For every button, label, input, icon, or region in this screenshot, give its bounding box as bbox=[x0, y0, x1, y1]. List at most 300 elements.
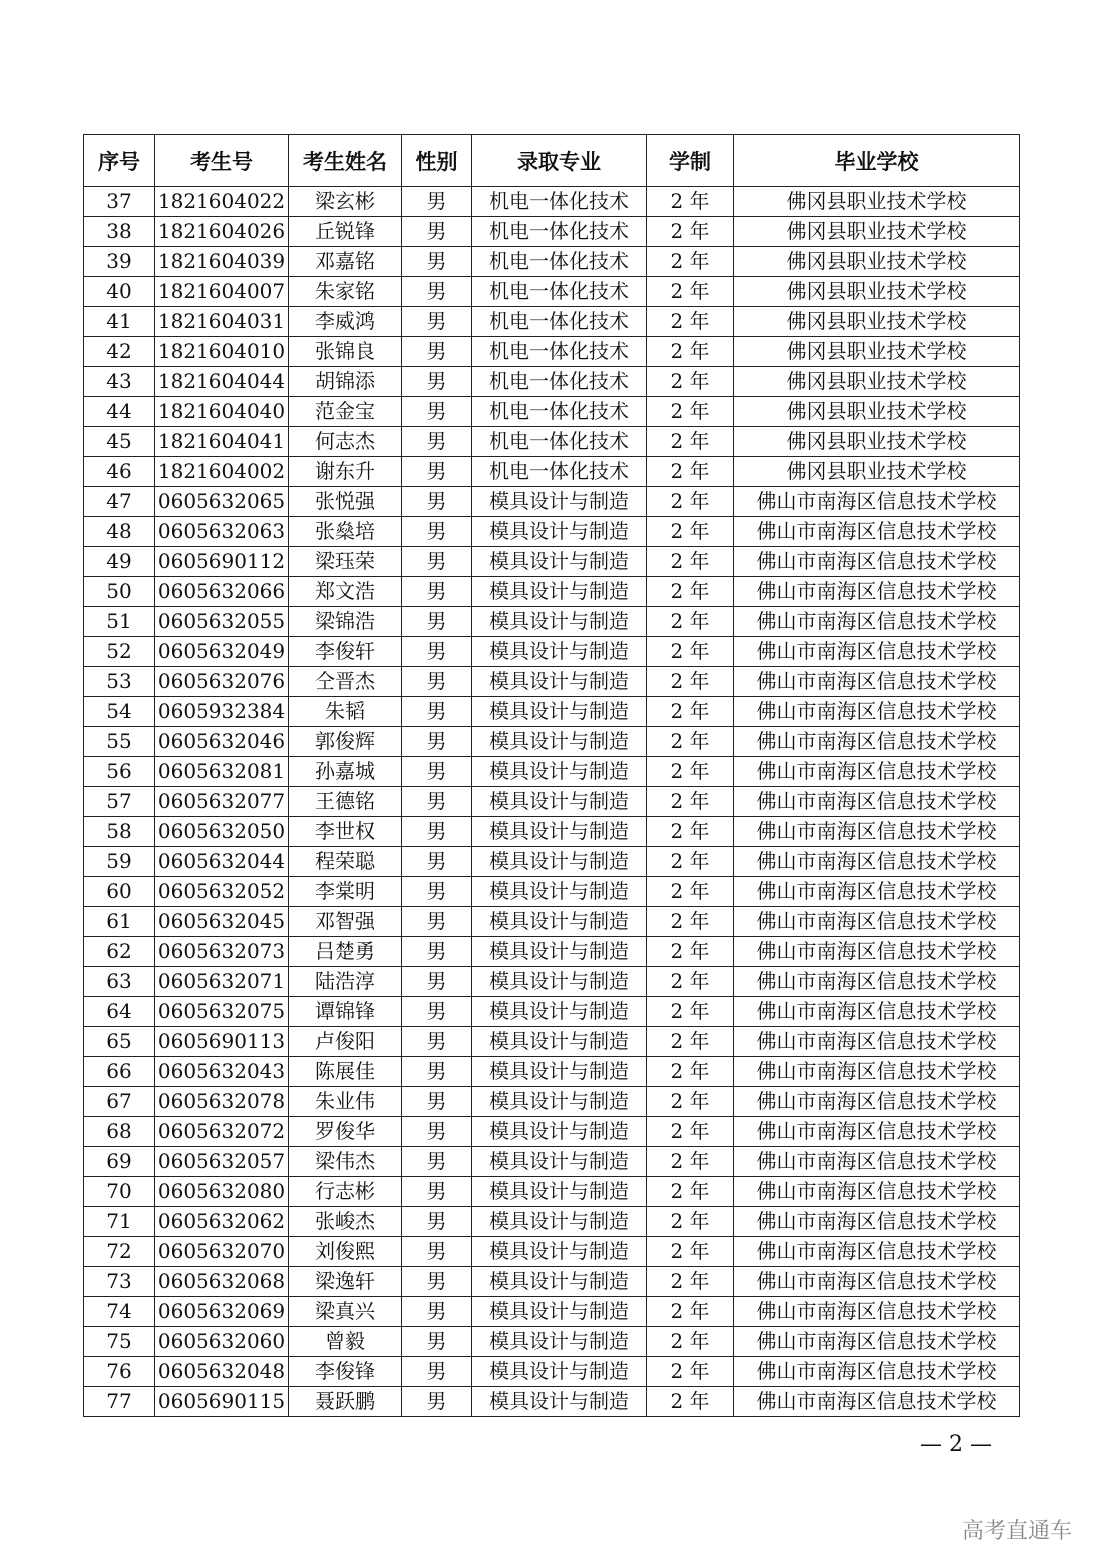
cell-school: 佛山市南海区信息技术学校 bbox=[734, 727, 1020, 757]
cell-gender: 男 bbox=[402, 427, 472, 457]
cell-major: 模具设计与制造 bbox=[472, 817, 647, 847]
cell-gender: 男 bbox=[402, 277, 472, 307]
cell-duration: 2 年 bbox=[647, 247, 734, 277]
cell-gender: 男 bbox=[402, 787, 472, 817]
cell-candidate-name: 张锦良 bbox=[289, 337, 402, 367]
table-row bbox=[84, 1267, 1020, 1297]
cell-gender: 男 bbox=[402, 937, 472, 967]
cell-index: 73 bbox=[84, 1267, 155, 1297]
cell-index: 61 bbox=[84, 907, 155, 937]
cell-gender: 男 bbox=[402, 247, 472, 277]
table-row bbox=[84, 397, 1020, 427]
cell-school: 佛山市南海区信息技术学校 bbox=[734, 1237, 1020, 1267]
cell-candidate-name: 朱韬 bbox=[289, 697, 402, 727]
cell-major: 模具设计与制造 bbox=[472, 1387, 647, 1417]
cell-candidate-id: 1821604010 bbox=[155, 337, 289, 367]
cell-gender: 男 bbox=[402, 457, 472, 487]
cell-school: 佛山市南海区信息技术学校 bbox=[734, 487, 1020, 517]
header-index: 序号 bbox=[84, 135, 155, 187]
cell-index: 42 bbox=[84, 337, 155, 367]
table-row bbox=[84, 487, 1020, 517]
table-row bbox=[84, 1177, 1020, 1207]
cell-candidate-id: 0605632050 bbox=[155, 817, 289, 847]
cell-index: 40 bbox=[84, 277, 155, 307]
cell-gender: 男 bbox=[402, 1267, 472, 1297]
table-row bbox=[84, 787, 1020, 817]
cell-gender: 男 bbox=[402, 397, 472, 427]
table-row bbox=[84, 1027, 1020, 1057]
cell-duration: 2 年 bbox=[647, 1327, 734, 1357]
cell-candidate-name: 邓智强 bbox=[289, 907, 402, 937]
cell-index: 57 bbox=[84, 787, 155, 817]
cell-school: 佛山市南海区信息技术学校 bbox=[734, 1027, 1020, 1057]
cell-candidate-name: 张峻杰 bbox=[289, 1207, 402, 1237]
cell-school: 佛山市南海区信息技术学校 bbox=[734, 1057, 1020, 1087]
cell-major: 模具设计与制造 bbox=[472, 757, 647, 787]
cell-school: 佛山市南海区信息技术学校 bbox=[734, 1297, 1020, 1327]
table-row bbox=[84, 547, 1020, 577]
table-row bbox=[84, 637, 1020, 667]
cell-candidate-name: 李俊轩 bbox=[289, 637, 402, 667]
cell-candidate-name: 李威鸿 bbox=[289, 307, 402, 337]
cell-index: 39 bbox=[84, 247, 155, 277]
cell-candidate-name: 行志彬 bbox=[289, 1177, 402, 1207]
cell-candidate-id: 0605632060 bbox=[155, 1327, 289, 1357]
cell-duration: 2 年 bbox=[647, 1117, 734, 1147]
cell-index: 41 bbox=[84, 307, 155, 337]
cell-duration: 2 年 bbox=[647, 847, 734, 877]
cell-major: 模具设计与制造 bbox=[472, 667, 647, 697]
cell-school: 佛冈县职业技术学校 bbox=[734, 367, 1020, 397]
cell-gender: 男 bbox=[402, 1147, 472, 1177]
cell-school: 佛山市南海区信息技术学校 bbox=[734, 1357, 1020, 1387]
cell-duration: 2 年 bbox=[647, 697, 734, 727]
cell-school: 佛山市南海区信息技术学校 bbox=[734, 787, 1020, 817]
cell-gender: 男 bbox=[402, 1357, 472, 1387]
table-row bbox=[84, 247, 1020, 277]
cell-duration: 2 年 bbox=[647, 337, 734, 367]
cell-candidate-name: 卢俊阳 bbox=[289, 1027, 402, 1057]
cell-gender: 男 bbox=[402, 1207, 472, 1237]
cell-duration: 2 年 bbox=[647, 997, 734, 1027]
cell-school: 佛山市南海区信息技术学校 bbox=[734, 847, 1020, 877]
table-row bbox=[84, 457, 1020, 487]
cell-candidate-id: 0605632055 bbox=[155, 607, 289, 637]
cell-school: 佛山市南海区信息技术学校 bbox=[734, 907, 1020, 937]
cell-duration: 2 年 bbox=[647, 577, 734, 607]
cell-major: 模具设计与制造 bbox=[472, 637, 647, 667]
cell-school: 佛山市南海区信息技术学校 bbox=[734, 637, 1020, 667]
cell-school: 佛冈县职业技术学校 bbox=[734, 427, 1020, 457]
cell-index: 74 bbox=[84, 1297, 155, 1327]
cell-school: 佛冈县职业技术学校 bbox=[734, 217, 1020, 247]
cell-major: 模具设计与制造 bbox=[472, 907, 647, 937]
table-row bbox=[84, 1117, 1020, 1147]
cell-duration: 2 年 bbox=[647, 607, 734, 637]
cell-candidate-id: 0605632049 bbox=[155, 637, 289, 667]
cell-candidate-id: 0605632045 bbox=[155, 907, 289, 937]
cell-candidate-id: 0605632077 bbox=[155, 787, 289, 817]
cell-duration: 2 年 bbox=[647, 427, 734, 457]
cell-duration: 2 年 bbox=[647, 307, 734, 337]
cell-index: 37 bbox=[84, 187, 155, 217]
cell-major: 模具设计与制造 bbox=[472, 997, 647, 1027]
cell-gender: 男 bbox=[402, 607, 472, 637]
table-row bbox=[84, 427, 1020, 457]
cell-index: 67 bbox=[84, 1087, 155, 1117]
table-row bbox=[84, 367, 1020, 397]
cell-major: 模具设计与制造 bbox=[472, 697, 647, 727]
cell-duration: 2 年 bbox=[647, 217, 734, 247]
cell-major: 模具设计与制造 bbox=[472, 607, 647, 637]
cell-gender: 男 bbox=[402, 1117, 472, 1147]
cell-duration: 2 年 bbox=[647, 637, 734, 667]
cell-major: 机电一体化技术 bbox=[472, 247, 647, 277]
table-row bbox=[84, 1057, 1020, 1087]
cell-duration: 2 年 bbox=[647, 1357, 734, 1387]
cell-school: 佛冈县职业技术学校 bbox=[734, 307, 1020, 337]
cell-gender: 男 bbox=[402, 817, 472, 847]
cell-index: 70 bbox=[84, 1177, 155, 1207]
cell-duration: 2 年 bbox=[647, 727, 734, 757]
cell-major: 机电一体化技术 bbox=[472, 367, 647, 397]
cell-school: 佛山市南海区信息技术学校 bbox=[734, 1117, 1020, 1147]
cell-index: 58 bbox=[84, 817, 155, 847]
cell-major: 机电一体化技术 bbox=[472, 397, 647, 427]
table-row bbox=[84, 337, 1020, 367]
cell-gender: 男 bbox=[402, 1027, 472, 1057]
cell-candidate-id: 0605632065 bbox=[155, 487, 289, 517]
cell-candidate-id: 1821604002 bbox=[155, 457, 289, 487]
cell-gender: 男 bbox=[402, 487, 472, 517]
cell-candidate-name: 陈展佳 bbox=[289, 1057, 402, 1087]
cell-duration: 2 年 bbox=[647, 667, 734, 697]
cell-index: 50 bbox=[84, 577, 155, 607]
cell-major: 模具设计与制造 bbox=[472, 1297, 647, 1327]
cell-duration: 2 年 bbox=[647, 187, 734, 217]
cell-candidate-id: 0605690113 bbox=[155, 1027, 289, 1057]
cell-candidate-id: 0605632066 bbox=[155, 577, 289, 607]
cell-major: 模具设计与制造 bbox=[472, 1357, 647, 1387]
cell-major: 模具设计与制造 bbox=[472, 1237, 647, 1267]
cell-gender: 男 bbox=[402, 1237, 472, 1267]
cell-gender: 男 bbox=[402, 877, 472, 907]
cell-candidate-name: 吕楚勇 bbox=[289, 937, 402, 967]
table-row bbox=[84, 1207, 1020, 1237]
table-row bbox=[84, 217, 1020, 247]
header-gender: 性别 bbox=[402, 135, 472, 187]
cell-school: 佛冈县职业技术学校 bbox=[734, 277, 1020, 307]
cell-school: 佛冈县职业技术学校 bbox=[734, 457, 1020, 487]
cell-duration: 2 年 bbox=[647, 757, 734, 787]
cell-school: 佛山市南海区信息技术学校 bbox=[734, 1327, 1020, 1357]
cell-school: 佛山市南海区信息技术学校 bbox=[734, 547, 1020, 577]
cell-candidate-name: 丘锐锋 bbox=[289, 217, 402, 247]
cell-candidate-id: 0605632062 bbox=[155, 1207, 289, 1237]
cell-candidate-name: 梁逸轩 bbox=[289, 1267, 402, 1297]
cell-major: 机电一体化技术 bbox=[472, 187, 647, 217]
admission-table bbox=[83, 134, 1020, 1417]
cell-school: 佛山市南海区信息技术学校 bbox=[734, 1387, 1020, 1417]
cell-major: 模具设计与制造 bbox=[472, 937, 647, 967]
cell-candidate-name: 孙嘉城 bbox=[289, 757, 402, 787]
cell-index: 43 bbox=[84, 367, 155, 397]
cell-duration: 2 年 bbox=[647, 1087, 734, 1117]
cell-major: 机电一体化技术 bbox=[472, 217, 647, 247]
cell-candidate-name: 李世权 bbox=[289, 817, 402, 847]
cell-candidate-name: 张悦强 bbox=[289, 487, 402, 517]
cell-index: 77 bbox=[84, 1387, 155, 1417]
cell-candidate-name: 梁伟杰 bbox=[289, 1147, 402, 1177]
cell-candidate-id: 0605690115 bbox=[155, 1387, 289, 1417]
cell-index: 54 bbox=[84, 697, 155, 727]
cell-school: 佛山市南海区信息技术学校 bbox=[734, 667, 1020, 697]
cell-gender: 男 bbox=[402, 1327, 472, 1357]
cell-candidate-id: 0605632044 bbox=[155, 847, 289, 877]
cell-major: 模具设计与制造 bbox=[472, 1117, 647, 1147]
cell-candidate-id: 0605632046 bbox=[155, 727, 289, 757]
table-row bbox=[84, 607, 1020, 637]
cell-index: 53 bbox=[84, 667, 155, 697]
cell-candidate-id: 0605632081 bbox=[155, 757, 289, 787]
cell-candidate-name: 范金宝 bbox=[289, 397, 402, 427]
cell-school: 佛山市南海区信息技术学校 bbox=[734, 1087, 1020, 1117]
cell-school: 佛山市南海区信息技术学校 bbox=[734, 967, 1020, 997]
cell-duration: 2 年 bbox=[647, 517, 734, 547]
cell-candidate-id: 0605632075 bbox=[155, 997, 289, 1027]
cell-candidate-name: 邓嘉铭 bbox=[289, 247, 402, 277]
cell-school: 佛冈县职业技术学校 bbox=[734, 187, 1020, 217]
cell-candidate-id: 0605632043 bbox=[155, 1057, 289, 1087]
cell-index: 76 bbox=[84, 1357, 155, 1387]
cell-candidate-name: 刘俊熙 bbox=[289, 1237, 402, 1267]
cell-school: 佛山市南海区信息技术学校 bbox=[734, 697, 1020, 727]
cell-school: 佛山市南海区信息技术学校 bbox=[734, 937, 1020, 967]
cell-gender: 男 bbox=[402, 757, 472, 787]
cell-duration: 2 年 bbox=[647, 907, 734, 937]
cell-gender: 男 bbox=[402, 517, 472, 547]
cell-duration: 2 年 bbox=[647, 877, 734, 907]
cell-candidate-id: 1821604041 bbox=[155, 427, 289, 457]
cell-candidate-name: 胡锦添 bbox=[289, 367, 402, 397]
cell-major: 模具设计与制造 bbox=[472, 1177, 647, 1207]
cell-gender: 男 bbox=[402, 337, 472, 367]
cell-school: 佛山市南海区信息技术学校 bbox=[734, 817, 1020, 847]
table-row bbox=[84, 817, 1020, 847]
cell-gender: 男 bbox=[402, 1387, 472, 1417]
cell-gender: 男 bbox=[402, 727, 472, 757]
cell-duration: 2 年 bbox=[647, 937, 734, 967]
cell-school: 佛山市南海区信息技术学校 bbox=[734, 997, 1020, 1027]
cell-major: 模具设计与制造 bbox=[472, 1267, 647, 1297]
cell-major: 模具设计与制造 bbox=[472, 1057, 647, 1087]
cell-major: 模具设计与制造 bbox=[472, 1327, 647, 1357]
cell-school: 佛冈县职业技术学校 bbox=[734, 247, 1020, 277]
cell-school: 佛山市南海区信息技术学校 bbox=[734, 577, 1020, 607]
header-duration: 学制 bbox=[647, 135, 734, 187]
cell-candidate-name: 罗俊华 bbox=[289, 1117, 402, 1147]
watermark: 高考直通车 bbox=[961, 1519, 1072, 1544]
table-row bbox=[84, 697, 1020, 727]
cell-major: 模具设计与制造 bbox=[472, 487, 647, 517]
header-candidate-name: 考生姓名 bbox=[289, 135, 402, 187]
cell-candidate-name: 朱业伟 bbox=[289, 1087, 402, 1117]
cell-candidate-id: 0605632080 bbox=[155, 1177, 289, 1207]
cell-duration: 2 年 bbox=[647, 487, 734, 517]
cell-duration: 2 年 bbox=[647, 1297, 734, 1327]
cell-candidate-name: 郭俊辉 bbox=[289, 727, 402, 757]
cell-school: 佛山市南海区信息技术学校 bbox=[734, 1177, 1020, 1207]
cell-gender: 男 bbox=[402, 217, 472, 247]
cell-school: 佛山市南海区信息技术学校 bbox=[734, 1207, 1020, 1237]
cell-candidate-name: 曾毅 bbox=[289, 1327, 402, 1357]
cell-candidate-name: 梁真兴 bbox=[289, 1297, 402, 1327]
cell-major: 机电一体化技术 bbox=[472, 427, 647, 457]
cell-gender: 男 bbox=[402, 967, 472, 997]
cell-index: 75 bbox=[84, 1327, 155, 1357]
cell-candidate-name: 李棠明 bbox=[289, 877, 402, 907]
cell-duration: 2 年 bbox=[647, 1207, 734, 1237]
cell-index: 59 bbox=[84, 847, 155, 877]
cell-candidate-name: 朱家铭 bbox=[289, 277, 402, 307]
cell-candidate-id: 0605632070 bbox=[155, 1237, 289, 1267]
header-candidate-id: 考生号 bbox=[155, 135, 289, 187]
cell-major: 模具设计与制造 bbox=[472, 967, 647, 997]
cell-duration: 2 年 bbox=[647, 1177, 734, 1207]
cell-candidate-id: 0605632048 bbox=[155, 1357, 289, 1387]
cell-duration: 2 年 bbox=[647, 1267, 734, 1297]
cell-gender: 男 bbox=[402, 577, 472, 607]
cell-index: 56 bbox=[84, 757, 155, 787]
cell-index: 47 bbox=[84, 487, 155, 517]
cell-candidate-name: 陆浩淳 bbox=[289, 967, 402, 997]
cell-candidate-name: 程荣聪 bbox=[289, 847, 402, 877]
table-row bbox=[84, 757, 1020, 787]
cell-candidate-id: 0605632069 bbox=[155, 1297, 289, 1327]
cell-index: 44 bbox=[84, 397, 155, 427]
cell-duration: 2 年 bbox=[647, 817, 734, 847]
cell-major: 机电一体化技术 bbox=[472, 457, 647, 487]
cell-index: 63 bbox=[84, 967, 155, 997]
cell-major: 模具设计与制造 bbox=[472, 517, 647, 547]
cell-school: 佛山市南海区信息技术学校 bbox=[734, 1147, 1020, 1177]
cell-gender: 男 bbox=[402, 667, 472, 697]
cell-duration: 2 年 bbox=[647, 397, 734, 427]
cell-gender: 男 bbox=[402, 367, 472, 397]
table-row bbox=[84, 1357, 1020, 1387]
cell-candidate-id: 1821604040 bbox=[155, 397, 289, 427]
cell-duration: 2 年 bbox=[647, 1027, 734, 1057]
cell-duration: 2 年 bbox=[647, 967, 734, 997]
cell-gender: 男 bbox=[402, 1057, 472, 1087]
cell-candidate-id: 0605632071 bbox=[155, 967, 289, 997]
cell-index: 66 bbox=[84, 1057, 155, 1087]
cell-gender: 男 bbox=[402, 1297, 472, 1327]
table-row bbox=[84, 727, 1020, 757]
table-row bbox=[84, 667, 1020, 697]
cell-gender: 男 bbox=[402, 907, 472, 937]
cell-candidate-id: 0605632057 bbox=[155, 1147, 289, 1177]
cell-index: 72 bbox=[84, 1237, 155, 1267]
table-row bbox=[84, 1327, 1020, 1357]
cell-duration: 2 年 bbox=[647, 1237, 734, 1267]
cell-index: 48 bbox=[84, 517, 155, 547]
cell-index: 62 bbox=[84, 937, 155, 967]
cell-major: 模具设计与制造 bbox=[472, 1147, 647, 1177]
cell-index: 46 bbox=[84, 457, 155, 487]
cell-candidate-name: 聂跃鹏 bbox=[289, 1387, 402, 1417]
cell-gender: 男 bbox=[402, 1087, 472, 1117]
cell-candidate-id: 0605690112 bbox=[155, 547, 289, 577]
cell-index: 64 bbox=[84, 997, 155, 1027]
cell-candidate-id: 1821604026 bbox=[155, 217, 289, 247]
cell-gender: 男 bbox=[402, 997, 472, 1027]
table-row bbox=[84, 1387, 1020, 1417]
table-row bbox=[84, 1297, 1020, 1327]
cell-major: 模具设计与制造 bbox=[472, 727, 647, 757]
cell-candidate-id: 1821604039 bbox=[155, 247, 289, 277]
table-row bbox=[84, 937, 1020, 967]
cell-major: 模具设计与制造 bbox=[472, 1087, 647, 1117]
cell-candidate-name: 谭锦锋 bbox=[289, 997, 402, 1027]
cell-candidate-id: 0605632076 bbox=[155, 667, 289, 697]
cell-school: 佛冈县职业技术学校 bbox=[734, 337, 1020, 367]
table-row bbox=[84, 187, 1020, 217]
cell-gender: 男 bbox=[402, 697, 472, 727]
cell-candidate-id: 0605632052 bbox=[155, 877, 289, 907]
table-row bbox=[84, 967, 1020, 997]
cell-major: 模具设计与制造 bbox=[472, 1207, 647, 1237]
cell-candidate-name: 张燊培 bbox=[289, 517, 402, 547]
cell-candidate-name: 何志杰 bbox=[289, 427, 402, 457]
cell-index: 49 bbox=[84, 547, 155, 577]
cell-school: 佛冈县职业技术学校 bbox=[734, 397, 1020, 427]
cell-candidate-name: 梁锦浩 bbox=[289, 607, 402, 637]
cell-major: 机电一体化技术 bbox=[472, 307, 647, 337]
cell-index: 51 bbox=[84, 607, 155, 637]
cell-major: 模具设计与制造 bbox=[472, 877, 647, 907]
cell-gender: 男 bbox=[402, 187, 472, 217]
cell-gender: 男 bbox=[402, 637, 472, 667]
cell-index: 68 bbox=[84, 1117, 155, 1147]
cell-candidate-id: 0605932384 bbox=[155, 697, 289, 727]
table-row bbox=[84, 877, 1020, 907]
cell-major: 模具设计与制造 bbox=[472, 847, 647, 877]
cell-candidate-name: 郑文浩 bbox=[289, 577, 402, 607]
cell-candidate-id: 1821604022 bbox=[155, 187, 289, 217]
cell-major: 机电一体化技术 bbox=[472, 277, 647, 307]
cell-major: 模具设计与制造 bbox=[472, 1027, 647, 1057]
cell-school: 佛山市南海区信息技术学校 bbox=[734, 517, 1020, 547]
cell-candidate-id: 1821604031 bbox=[155, 307, 289, 337]
cell-duration: 2 年 bbox=[647, 1387, 734, 1417]
cell-gender: 男 bbox=[402, 847, 472, 877]
cell-candidate-name: 梁玄彬 bbox=[289, 187, 402, 217]
cell-duration: 2 年 bbox=[647, 1147, 734, 1177]
cell-gender: 男 bbox=[402, 1177, 472, 1207]
cell-gender: 男 bbox=[402, 307, 472, 337]
cell-duration: 2 年 bbox=[647, 547, 734, 577]
cell-index: 38 bbox=[84, 217, 155, 247]
cell-major: 模具设计与制造 bbox=[472, 547, 647, 577]
cell-candidate-id: 0605632073 bbox=[155, 937, 289, 967]
table-row bbox=[84, 577, 1020, 607]
table-row bbox=[84, 517, 1020, 547]
cell-index: 52 bbox=[84, 637, 155, 667]
page-number: — 2 — bbox=[920, 1432, 992, 1457]
cell-candidate-name: 仝晋杰 bbox=[289, 667, 402, 697]
cell-school: 佛山市南海区信息技术学校 bbox=[734, 757, 1020, 787]
